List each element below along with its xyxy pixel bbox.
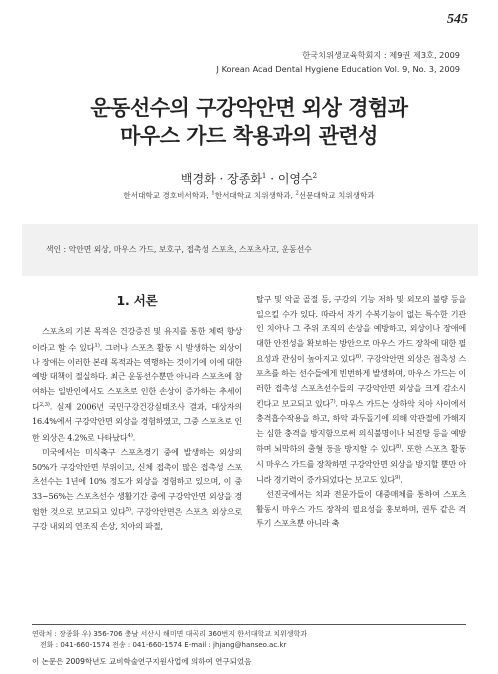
journal-english: J Korean Acad Dental Hygiene Education Vol. 9, No. 3, 2009 (216, 64, 460, 74)
affiliation-0: 한서대학교 경호비서학과, (123, 191, 212, 200)
affiliation-1-mark: 1 (211, 190, 215, 197)
title-line-2: 마우스 가드 착용과의 관련성 (120, 124, 378, 148)
citation-ref: 4) (127, 432, 133, 439)
contact-line: 전화 : 041-660-1574 전송 : 041-660-1574 E-mail : jhjang@hanseo.ac.kr (40, 641, 287, 649)
keywords-label: 색인 : (46, 245, 69, 254)
funding-note: 이 논문은 2009학년도 교비학술연구지원사업에 의하여 연구되었음 (32, 657, 252, 666)
author-separator: · (266, 172, 278, 186)
citation-ref: 7) (330, 399, 336, 406)
paragraph (256, 292, 466, 487)
text-run: . 실제 2006년 국민구강건강실태조사 결과, 대상자의 16.4%에서 구강악안면 외상을 경험하였고, 그중 스포츠로 인한 외상은 4.2%로 나타났다 (32, 401, 242, 443)
text-run: . 또한 스포츠 활동시 마우스 가드를 장착하면 구강악안면 외상을 방지할 뿐만 아니라 경기력이 증가되었다는 보고도 있다 (256, 444, 466, 485)
left-column (32, 292, 242, 534)
keywords-text: 악안면 외상, 마우스 가드, 보호구, 접촉성 스포츠, 스포츠사고, 운동선수 (68, 245, 312, 254)
affiliation-1: 한서대학교 치위생학과, (214, 191, 296, 200)
page-number: 545 (447, 12, 468, 27)
correspondence-contact (32, 640, 286, 650)
citation-ref: 8) (396, 444, 402, 451)
text-run: . 구강악안면 외상은 접촉성 스포츠를 하는 선수들에게 빈번하게 발생하며, 마우스 가드는 이러한 접촉성 스포츠선수들의 구강악안면 외상을 크게 감소시킨다고 보고되고 있다 (256, 353, 466, 409)
author-2: 장종화 (227, 172, 262, 186)
citation-ref: 6) (355, 354, 362, 360)
title-line-1: 운동선수의 구강악안면 외상 경험과 (90, 96, 408, 120)
text-run: 스포츠의 기본 목적은 건강증진 및 유지를 통한 체력 향상이라고 할 수 있다 (32, 326, 242, 353)
author-1: 백경화 (180, 172, 216, 186)
journal-korean: 한국치위생교육학회지 : 제9권 제3호, 2009 (302, 50, 460, 60)
paragraph: 선진국에서는 치과 전문가들이 대중매체를 통하여 스포츠 활동시 마우스 가드 장착의 필요성을 홍보하며, 권투 같은 격투기 스포츠뿐 아니라 축 (256, 489, 466, 529)
paragraph (32, 445, 242, 534)
keywords (46, 244, 312, 255)
text-run: . 그러나 스포츠 활동 시 발생하는 외상이나 장애는 이러한 본래 목적과는 역행하는 것이기에 이에 대한 예방 대책이 절실하다. 최근 운동선수뿐만 아니라 스포츠에 참여하는 일반인에서도 스포츠로 인한 손상이 증가하는 추세이다 (32, 342, 243, 412)
citation-ref: 1) (94, 342, 100, 349)
author-2-affil-mark: 1 (261, 172, 267, 180)
text-run: 미국에서는 미식축구 스포츠경기 중에 발생하는 외상의 50%가 구강악안면 부위이고, 신체 접촉이 많은 접촉성 스포츠선수는 1년에 10% 정도가 외상을 경험하고 있으며, 이 중 33~56%는 스포츠선수 생활기간 중에 구강악안면 외상을 경험한 것으로 보고되고 있다 (32, 447, 242, 517)
affiliations (0, 190, 498, 201)
text-run: . 구강악안면은 스포츠 외상으로 구강 내외의 연조직 손상, 치아의 파절, (32, 506, 242, 532)
section-heading: 1. 서론 (116, 293, 158, 308)
citation-ref: 2,3) (39, 402, 50, 409)
footnote-divider (32, 624, 466, 625)
author-separator: · (215, 172, 228, 186)
author-list (0, 170, 498, 187)
text-run: 탈구 및 악골 골절 등, 구강의 기능 저하 및 외모의 불량 등을 일으킬 수가 있다. 따라서 자기 수복기능이 없는 특수한 기관인 치아나 그 주위 조직의 손상을 예방하고, 외상이나 장애에 대한 안전성을 확보하는 방안으로 마우스 가드 장착에 대한 필요성과 관심이 높아지고 있다 (256, 294, 466, 364)
text-run: . 마우스 가드는 상하악 치아 사이에서 충격흡수작용을 하고, 하악 과두돌기에 의해 악관절에 가해지는 심한 충격을 방지함으로써 의식불명이나 뇌진탕 등을 예방하며 뇌막하의 출혈 등을 방지할 수 있다 (256, 398, 466, 455)
text-run: . (400, 474, 403, 485)
citation-ref: 5) (125, 507, 131, 514)
correspondence-address: 연락처 : 장종화 우) 356-706 충남 서산시 해미면 대곡리 360번지 한서대학교 치위생학과 (32, 630, 308, 638)
author-3: 이영수 (277, 172, 313, 186)
affiliation-2: 선문대학교 치위생학과 (298, 191, 375, 200)
right-column (256, 292, 466, 531)
journal-info (217, 48, 460, 76)
author-3-affil-mark: 2 (312, 172, 318, 180)
paper-title (0, 94, 498, 150)
affiliation-2-mark: 2 (295, 190, 299, 197)
paragraph (32, 324, 242, 445)
text-run: . (132, 432, 136, 443)
citation-ref: 9) (395, 475, 401, 482)
